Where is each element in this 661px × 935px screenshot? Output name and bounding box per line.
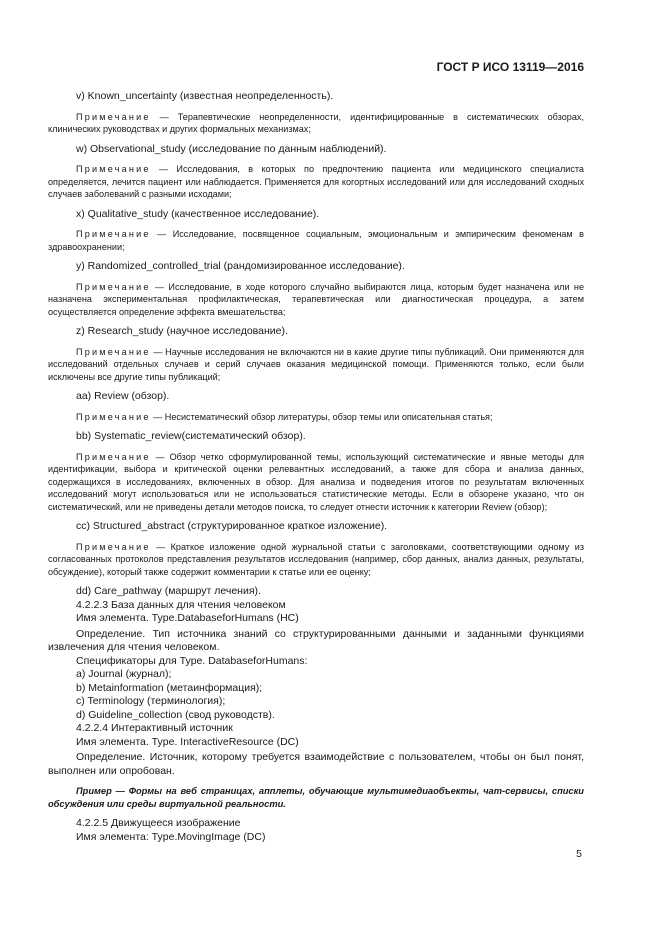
list-item-x: x) Qualitative_study (качественное исследование).	[76, 207, 320, 220]
element-name: Имя элемента. Type.DatabaseforHumans (HC)	[76, 612, 299, 624]
note-label: Примечание	[76, 451, 151, 462]
list-item-v: v) Known_uncertainty (известная неопределенность).	[76, 90, 334, 102]
note-label: Примечание	[76, 346, 151, 357]
list-item-z: z) Research_study (научное исследование).	[76, 325, 288, 337]
page-number: 5	[576, 848, 582, 860]
list-item-w: w) Observational_study (исследование по данным наблюдений).	[76, 142, 387, 155]
section-heading-4-2-2-5: 4.2.2.5 Движущееся изображение	[76, 817, 241, 829]
element-name: Имя элемента. Type. InteractiveResource (DC)	[76, 735, 299, 748]
note-y	[48, 281, 584, 319]
note-v	[48, 111, 584, 136]
specifier-item: b) Metainformation (метаинформация);	[76, 681, 263, 694]
note-text: — Обзор четко сформулированной темы, использующий систематические и явные методы для идентификации, выбора и критической оценки релевантных исследований, а также для сбора и анализа данных, содержащихся в исследованиях, включенных в обзор. Для анализа и подведения итогов по результатам включенных исследований могут использоваться или не использоваться статистические методы. Если в обзорене указано, что он систематический, или не приведены детали методов поиска, то следует отнести источник к категории Review (обзор);	[48, 451, 584, 512]
note-z	[48, 346, 584, 384]
note-text: — Несистематический обзор литературы, обзор темы или описательная статья;	[150, 411, 493, 422]
note-label: Примечание	[76, 541, 151, 552]
note-label: Примечание	[76, 111, 151, 122]
list-item-y: y) Randomized_controlled_trial (рандомизированное исследование).	[76, 260, 405, 272]
note-text: — Научные исследования не включаются ни в какие другие типы публикаций. Они применяются для исследований отдельных случаев и серий случаев оказания медицинской помощи. Применяются только, если были исключены все другие типы публикаций;	[48, 346, 584, 382]
specifier-item: c) Terminology (терминология);	[76, 695, 226, 707]
specifiers-heading: Спецификаторы для Type. DatabaseforHumans:	[76, 654, 308, 667]
list-item-bb: bb) Systematic_review(систематический обзор).	[76, 430, 306, 442]
document-body	[48, 90, 584, 844]
note-cc	[48, 541, 584, 579]
note-text: — Терапевтические неопределенности, идентифицированные в систематических обзорах, клинических руководствах и других формальных механизмах;	[48, 111, 584, 134]
example-paragraph: Пример — Формы на веб страницах, апплеты, обучающие мультимедиаобъекты, чат-сервисы, списки обсуждения или среды виртуальной реальности.	[48, 786, 584, 809]
specifier-item: a) Journal (журнал);	[76, 668, 172, 680]
note-aa	[48, 411, 584, 424]
note-x	[48, 228, 584, 253]
section-heading-4-2-2-4: 4.2.2.4 Интерактивный источник	[76, 722, 233, 734]
note-text: — Краткое изложение одной журнальной статьи с заголовками, соответствующими одному из согласованных протоколов представления результатов исследования (например, сбор данных, анализ данных, результаты, обсуждение), который также содержит комментарии к статье или ее оценку;	[48, 541, 584, 577]
list-item-aa: aa) Review (обзор).	[76, 390, 170, 402]
standard-header: ГОСТ Р ИСО 13119—2016	[436, 60, 584, 74]
definition: Определение. Тип источника знаний со структурированными данными и заданными функциями извлечения для чтения человеком.	[48, 627, 584, 653]
note-w	[48, 163, 584, 201]
list-item-cc: cc) Structured_abstract (структурированное краткое изложение).	[76, 520, 388, 532]
note-label: Примечание	[76, 229, 151, 239]
note-text: — Исследования, в которых по предпочтению пациента или медицинского специалиста определяется, лечится пациент или наблюдается. Применяется для когортных исследований или для исследований сходных случаев заболеваний с разными исходами;	[48, 164, 584, 199]
list-item-dd: dd) Care_pathway (маршрут лечения).	[76, 585, 261, 597]
section-heading-4-2-2-3: 4.2.2.3 База данных для чтения человеком	[76, 598, 286, 611]
note-text: — Исследование, в ходе которого случайно выбираются лица, которым будет назначена или не назначена экспериментальная профилактическая, терапевтическая или диагностическая процедура, а затем осуществляется определение эффекта вмешательства;	[48, 281, 584, 317]
specifier-item: d) Guideline_collection (свод руководств).	[76, 708, 275, 721]
note-label: Примечание	[76, 164, 151, 174]
element-name: Имя элемента: Type.MovingImage (DC)	[76, 830, 266, 843]
note-text: — Исследование, посвященное социальным, эмоциональным и эмпирическим феноменам в здравоохранении;	[48, 229, 584, 252]
note-label: Примечание	[76, 411, 151, 422]
note-bb	[48, 451, 584, 514]
definition: Определение. Источник, которому требуется взаимодействие с пользователем, чтобы он был понят, выполнен или опробован.	[48, 751, 584, 777]
note-label: Примечание	[76, 281, 151, 292]
